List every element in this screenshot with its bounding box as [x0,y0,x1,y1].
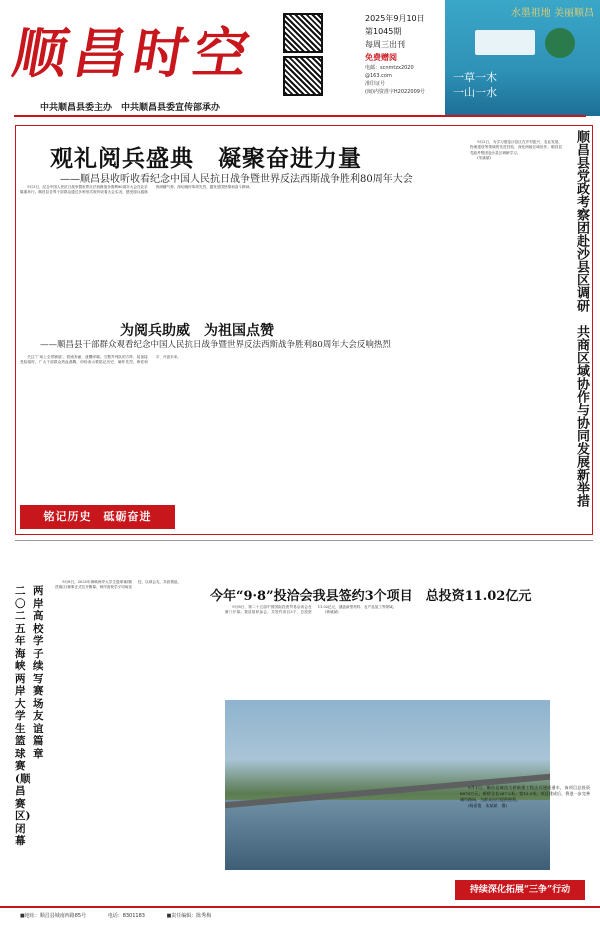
qr-code-icon [283,13,323,53]
mid-title: 为阅兵助威 为祖国点赞 [120,323,274,339]
issue-frequency: 每周三出刊 [365,40,405,49]
footer-editor: ■责任编辑：陈秀梅 [166,913,212,919]
banner-slogan: 一草一木 一山一水 [453,71,497,99]
basketball-body: 9月8日，2025年海峡两岸大学生篮球赛(顺昌赛区)赛事正式拉开帷幕，两岸高校学子同场竞技，以球会友，共叙情谊。 [55,580,182,590]
section-divider [15,540,593,541]
footer-phone: 电话：8301183 [107,913,145,919]
page-footer [0,906,600,926]
right-column-title: 顺昌县党政考察团赴沙县区调研 共商区域协作与协同发展新举措 [574,130,589,507]
sponsor-line: 中共顺昌县委主办 中共顺昌县委宣传部承办 [40,103,221,113]
register-label: 准印证号 [365,81,386,87]
contact-email-2: @163.com [365,73,392,79]
masthead-rule [14,115,586,117]
campaign-ribbon: 持续深化拓展“三争”行动 [455,880,585,900]
lead-subtitle: ——顺昌县收听收看纪念中国人民抗日战争暨世界反法西斯战争胜利80周年大会 [60,174,413,185]
register-number: (闽)内资准字H2022009号 [365,89,425,95]
banner-tree-image [545,28,575,58]
investment-body: 9月8日，第二十五届中国国际投资贸易洽谈会在厦门开幕。我县组织参会，共签约项目3个，总投资11.02亿元，涵盖新型材料、农产品加工等领域。 (黄诚斌) [225,605,397,615]
banner-house-image [475,30,535,55]
lead-body: 9月3日，纪念中国人民抗日战争暨世界反法西斯战争胜利80周年大会在北京隆重举行。顺昌县各界干部群众通过多种形式收听收看大会实况，感受阅兵盛典的磅礴气势，深切缅怀革命先烈，激发爱国热情和奋斗精神。 [20,185,253,195]
free-label: 免费赠阅 [365,53,397,62]
masthead-banner [445,0,600,116]
right-column-body: 9月2日，为学习借鉴沙县区在乡村振兴、农业发展、物流建设等领域的先进经验，深化两地区域协作，顺昌县党政考察团赴沙县区调研学习。 (朱斌斌) [470,140,562,161]
mid-body: 关注‘广场上全景铺展’，铁流奔涌，战鹰呼啸。当整齐列队的方阵、装备接受检阅时，广大干部群众热血沸腾，纷纷表示要铭记历史、缅怀先烈、珍爱和平、开创未来。 [20,355,181,365]
basketball-title: 二〇二五年海峡两岸大学生篮球赛(顺昌赛区)闭幕 [15,585,31,847]
mid-subtitle: ——顺昌县干部群众观看纪念中国人民抗日战争暨世界反法西斯战争胜利80周年大会反响热烈 [40,340,391,350]
section-banner: 铭记历史 砥砺奋进 [20,505,175,529]
masthead [0,0,600,100]
qr-code-icon [283,56,323,96]
investment-title: 今年“9·8”投洽会我县签约3个项目 总投资11.02亿元 [210,589,532,604]
basketball-subtitle: 两岸高校学子续写赛场友谊篇章 [33,585,44,760]
contact-email-1: 电邮：scnmtzx2020 [365,65,414,71]
lead-title: 观礼阅兵盛典 凝聚奋进力量 [50,145,362,172]
issue-info [365,12,435,96]
banner-corner-text: 水墨祖地 美丽顺昌 [510,8,594,19]
footer-address: ■地址：顺昌县城南西路85号 [20,913,87,919]
issue-date: 2025年9月10日 [365,14,425,23]
photo-caption: 9月1日，顺昌县城西大桥新建工程正式建成通车，该项目总投资6870万元，新桥全长287.2米，宽13.3米，项目建成后，将进一步完善城市路网，为群众出行提供便利。 (杨嘉俊 朱斌斌 摄) [460,785,590,808]
issue-number: 第1045期 [365,27,402,36]
newspaper-logo: 顺昌时空 [8,21,260,85]
